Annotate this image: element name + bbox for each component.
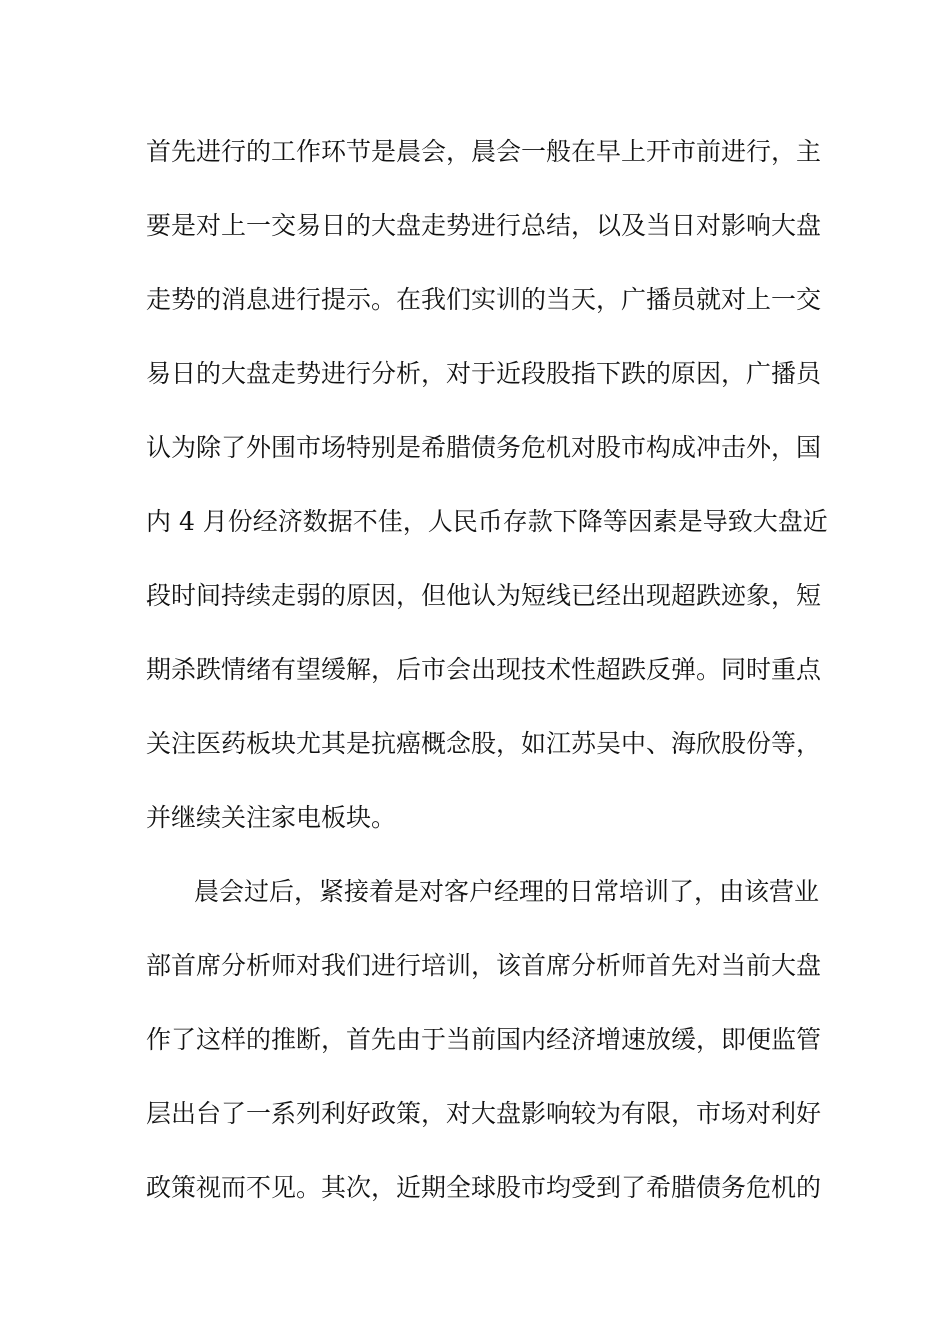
paragraph-1-line-10: 并继续关注家电板块。 <box>146 803 397 832</box>
paragraph-1-line-2: 要是对上一交易日的大盘走势进行总结，以及当日对影响大盘 <box>146 211 822 240</box>
paragraph-1-line-1: 首先进行的工作环节是晨会，晨会一般在早上开市前进行，主 <box>146 137 822 166</box>
paragraph-2-line-1: 晨会过后，紧接着是对客户经理的日常培训了，由该营业 <box>194 877 820 906</box>
paragraph-2-line-4: 层出台了一系列利好政策，对大盘影响较为有限，市场对利好 <box>146 1099 822 1128</box>
paragraph-1-line-9: 关注医药板块尤其是抗癌概念股，如江苏吴中、海欣股份等， <box>146 729 822 758</box>
paragraph-1-line-4: 易日的大盘走势进行分析，对于近段股指下跌的原因，广播员 <box>146 359 822 388</box>
paragraph-1-line-6: 内 4 月份经济数据不佳，人民币存款下降等因素是导致大盘近 <box>146 507 828 536</box>
paragraph-2-line-2: 部首席分析师对我们进行培训，该首席分析师首先对当前大盘 <box>146 951 822 980</box>
paragraph-1-line-5: 认为除了外围市场特别是希腊债务危机对股市构成冲击外，国 <box>146 433 822 462</box>
paragraph-2-line-3: 作了这样的推断，首先由于当前国内经济增速放缓，即便监管 <box>146 1025 822 1054</box>
paragraph-1-line-8: 期杀跌情绪有望缓解，后市会出现技术性超跌反弹。同时重点 <box>146 655 822 684</box>
paragraph-1-line-7: 段时间持续走弱的原因，但他认为短线已经出现超跌迹象，短 <box>146 581 822 610</box>
paragraph-1-line-3: 走势的消息进行提示。在我们实训的当天，广播员就对上一交 <box>146 285 822 314</box>
paragraph-2-line-5: 政策视而不见。其次，近期全球股市均受到了希腊债务危机的 <box>146 1173 822 1202</box>
